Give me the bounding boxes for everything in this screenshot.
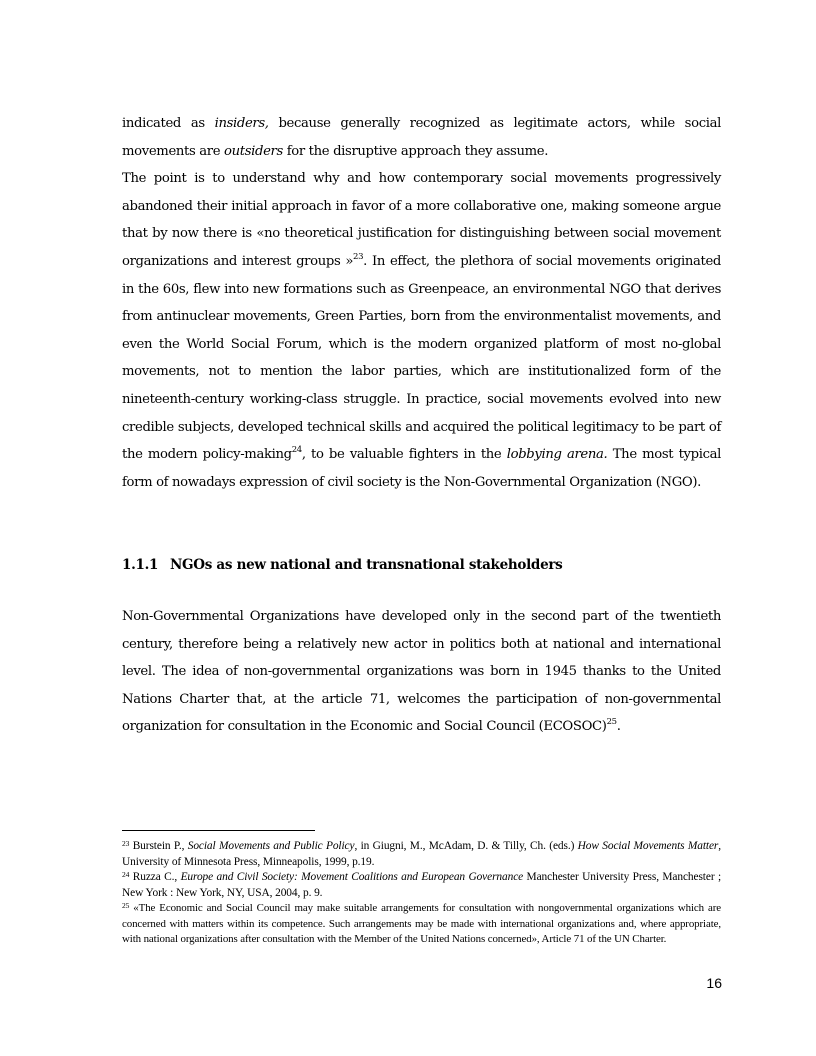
text-run: Manchester University Press, Manchester ; New York : New York, NY, USA, 2004, p. 9. — [122, 871, 722, 899]
footnote-ref-23[interactable]: 23 — [353, 251, 364, 262]
paragraph-ngo-history — [122, 603, 721, 741]
text-run: , in Giugni, M., McAdam, D. & Tilly, Ch. (eds.) — [354, 840, 578, 852]
text-run: , University of Minnesota Press, Minneapolis, 1999, p.19. — [122, 840, 722, 868]
footnote-number: 23 — [122, 839, 130, 848]
text-run: The point is to understand why and how contemporary social movements progressively abandoned their initial approach in favor of a more collaborative one, making someone argue that by now there is «no theoretical justification for distinguishing between social movement organizations and interest groups » — [122, 171, 721, 269]
italic-term-insiders: insiders, — [214, 116, 269, 131]
footnote-23 — [122, 839, 721, 870]
italic-title: Social Movements and Public Policy — [187, 840, 355, 852]
footnote-separator — [122, 830, 315, 831]
italic-term-lobbying-arena: lobbying arena. — [506, 447, 608, 463]
footnote-24 — [122, 870, 721, 901]
footnote-ref-25[interactable]: 25 — [606, 717, 617, 728]
text-run: The most typical form of nowadays expression of civil society is the Non-Governmental Organization (NGO). — [122, 447, 722, 490]
footnote-25 — [122, 901, 721, 948]
footnote-number: 24 — [122, 870, 130, 879]
page-body — [122, 110, 721, 741]
footnote-ref-24[interactable]: 24 — [291, 445, 302, 456]
section-number: 1.1.1 — [122, 557, 159, 574]
footnotes — [122, 839, 721, 948]
text-run: because generally recognized as legitimate actors, while social movements are — [122, 116, 721, 159]
text-run: «The Economic and Social Council may make suitable arrangements for consultation with nongovernmental organizations which are concerned with matters within its competence. Such arrangements may be made with international organizations and, where appropriate, with national organizations after consultation with the Member of the United Nations concerned», Article 71 of the UN Charter. — [122, 902, 721, 945]
italic-term-outsiders: outsiders — [224, 143, 283, 159]
text-run: for the disruptive approach they assume. — [282, 143, 549, 159]
text-run: , to be valuable fighters in the — [301, 447, 507, 463]
text-run: indicated as — [122, 116, 215, 131]
text-run: . In effect, the plethora of social movements originated in the 60s, flew into new formations such as Greenpeace, an environmental NGO that derives from antinuclear movements, Green Parties, born from the environmentalist movements, and even the World Social Forum, which is the modern organized platform of most no-global movements, not to mention the labor parties, which are institutionalized form of the nineteenth-century working-class struggle. In practice, social movements evolved into new credible subjects, developed technical skills and acquired the political legitimacy to be part of the modern policy-making — [122, 253, 721, 463]
text-run: . — [616, 719, 621, 735]
text-run: Non-Governmental Organizations have developed only in the second part of the twentieth century, therefore being a relatively new actor in politics both at national and international level. The idea of non-governmental organizations was born in 1945 thanks to the United Nations Charter that, at the article 71, welcomes the participation of non-governmental organization for consultation in the Economic and Social Council (ECOSOC) — [122, 608, 721, 735]
paragraph-insiders-outsiders — [122, 110, 721, 165]
text-run: Burstein P., — [129, 840, 188, 852]
italic-title: How Social Movements Matter — [577, 840, 719, 852]
text-run: Ruzza C., — [129, 871, 181, 883]
page-number: 16 — [706, 975, 722, 991]
paragraph-social-movements — [122, 165, 721, 496]
section-title: NGOs as new national and transnational stakeholders — [170, 557, 563, 574]
italic-title: Europe and Civil Society: Movement Coalitions and European Governance — [180, 871, 524, 883]
footnote-number: 25 — [122, 901, 130, 910]
section-heading — [122, 552, 721, 580]
